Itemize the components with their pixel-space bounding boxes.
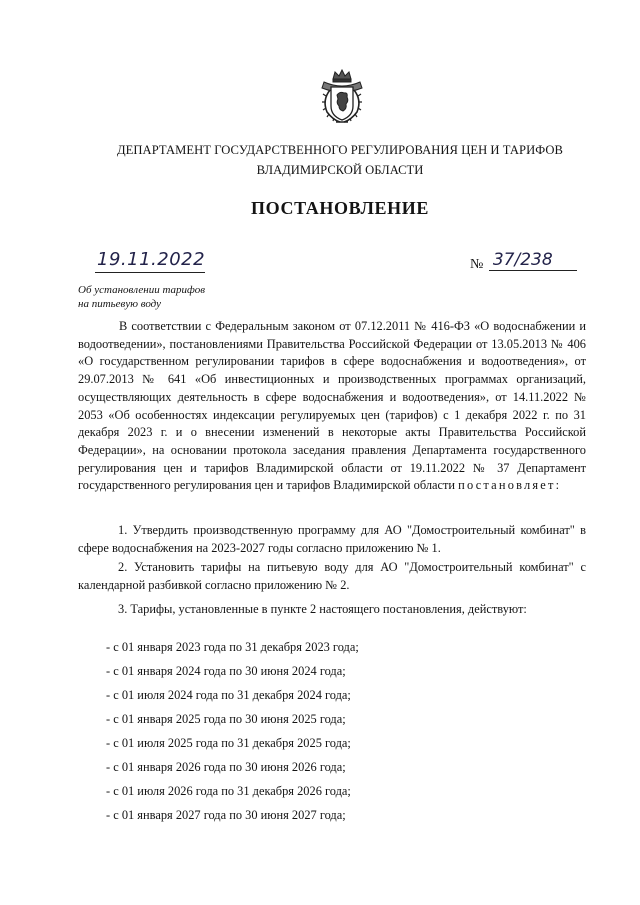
clause-3: 3. Тарифы, установленные в пункте 2 настоящего постановления, действуют: xyxy=(118,602,527,616)
document-number: 37/238 xyxy=(492,250,553,270)
department-name-line2: ВЛАДИМИРСКОЙ ОБЛАСТИ xyxy=(256,163,424,177)
number-underline xyxy=(489,270,577,271)
number-sign: № xyxy=(470,257,484,272)
decree-word: постановляет: xyxy=(458,478,562,493)
period-item: - с 01 января 2027 года по 30 июня 2027 года; xyxy=(106,808,346,822)
period-item: - с 01 января 2026 года по 30 июня 2026 года; xyxy=(106,760,346,774)
period-item: - с 01 января 2024 года по 30 июня 2024 года; xyxy=(106,664,346,678)
document-subject xyxy=(78,283,205,311)
department-name-line1: ДЕПАРТАМЕНТ ГОСУДАРСТВЕННОГО РЕГУЛИРОВАНИЯ ЦЕН И ТАРИФОВ xyxy=(117,143,563,157)
period-item: - с 01 января 2025 года по 30 июня 2025 года; xyxy=(106,712,346,726)
date-underline xyxy=(95,272,205,273)
period-item: - с 01 июля 2025 года по 31 декабря 2025 года; xyxy=(106,736,351,750)
clause-2: 2. Установить тарифы на питьевую воду для АО "Домостроительный комбинат" с календарной разбивкой согласно приложению № 2. xyxy=(78,560,586,592)
period-item: - с 01 января 2023 года по 31 декабря 2023 года; xyxy=(106,640,359,654)
preamble-text: В соответствии с Федеральным законом от 07.12.2011 № 416-ФЗ «О водоснабжении и водоотведении», постановлениями Правительства Российской Федерации от 13.05.2013 № 406 «О государственном регулировании тарифов в сфере водоснабжения и водоотведения», от 29.07.2013 № 641 «Об инвестиционных и производственных программах организаций, осуществляющих деятельность в сфере водоснабжения и водоотведения», от 14.11.2022 № 2053 «Об особенностях индексации регулируемых цен (тарифов) с 1 декабря 2022 г. по 31 декабря 2023 г. и о внесении изменений в некоторые акты Правительства Российской Федерации», на основании протокола заседания правления Департамента государственного регулирования цен и тарифов Владимирской области от 19.11.2022 № 37 Департамент государственного регулирования цен и тарифов Владимирской области xyxy=(78,319,586,493)
document-date-block xyxy=(97,249,205,270)
subject-line1: Об установлении тарифов xyxy=(78,284,205,296)
document-title: ПОСТАНОВЛЕНИЕ xyxy=(251,198,429,218)
clause-1: 1. Утвердить производственную программу для АО "Домостроительный комбинат" в сфере водоснабжения на 2023-2027 годы согласно приложению № 1. xyxy=(78,523,586,555)
subject-line2: на питьевую воду xyxy=(78,298,161,310)
document-date: 19.11.2022 xyxy=(97,249,206,270)
period-item: - с 01 июля 2026 года по 31 декабря 2026 года; xyxy=(106,784,351,798)
document-number-block xyxy=(470,250,553,273)
period-item: - с 01 июля 2024 года по 31 декабря 2024 года; xyxy=(106,688,351,702)
preamble-paragraph xyxy=(78,318,586,495)
coat-of-arms-icon xyxy=(318,68,366,126)
